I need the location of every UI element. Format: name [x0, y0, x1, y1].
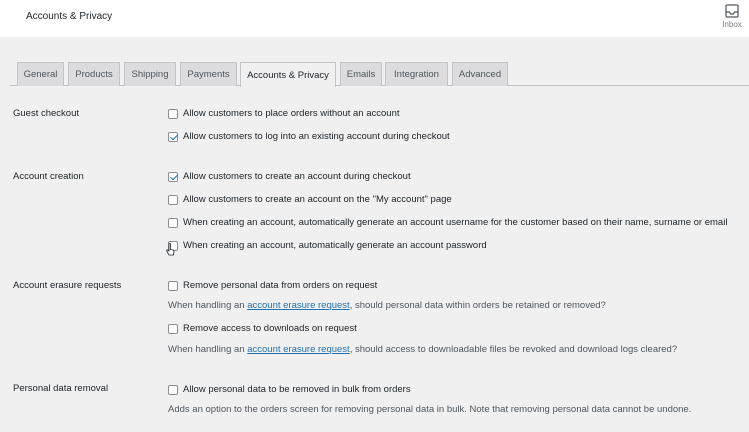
option-label: Allow customers to log into an existing account during checkout	[183, 131, 450, 142]
checkbox[interactable]	[168, 109, 178, 119]
generate-username-option[interactable]	[168, 217, 727, 228]
personal-data-removal-label: Personal data removal	[13, 383, 109, 394]
help-text: , should access to downloadable files be revoked and download logs cleared?	[349, 344, 678, 355]
removal-help-text: Adds an option to the orders screen for removing personal data in bulk. Note that removing personal data cannot be undone.	[168, 404, 692, 415]
tab-products[interactable]: Products	[68, 62, 120, 86]
checkbox[interactable]	[168, 281, 178, 291]
checkbox[interactable]	[168, 324, 178, 334]
option-label: Remove personal data from orders on request	[183, 280, 378, 291]
erasure-help-text-2	[168, 344, 677, 355]
remove-downloads-option[interactable]	[168, 323, 357, 334]
guest-checkout-label: Guest checkout	[13, 108, 80, 119]
tab-shipping[interactable]: Shipping	[124, 62, 176, 86]
checkbox[interactable]	[168, 218, 178, 228]
checkbox[interactable]	[168, 195, 178, 205]
option-label: Allow personal data to be removed in bulk from orders	[183, 384, 411, 395]
tab-general[interactable]: General	[17, 62, 64, 86]
page-title: Accounts & Privacy	[26, 11, 113, 22]
login-during-checkout-option[interactable]	[168, 131, 450, 142]
generate-password-option[interactable]	[168, 240, 487, 251]
create-account-myaccount-option[interactable]	[168, 194, 452, 205]
inbox-button[interactable]	[717, 4, 747, 34]
tab-advanced[interactable]: Advanced	[452, 62, 508, 86]
checkbox[interactable]	[168, 385, 178, 395]
tab-integration[interactable]: Integration	[385, 62, 448, 86]
help-text: When handling an	[168, 300, 248, 311]
option-label: When creating an account, automatically generate an account username for the customer based on their name, surname or email	[183, 217, 728, 228]
guest-checkout-option[interactable]	[168, 108, 400, 119]
account-creation-label: Account creation	[13, 171, 84, 182]
option-label: When creating an account, automatically generate an account password	[183, 240, 487, 251]
erasure-help-text-1	[168, 300, 606, 311]
bulk-removal-option[interactable]	[168, 384, 411, 395]
inbox-icon	[725, 4, 739, 18]
inbox-label: Inbox	[722, 20, 742, 29]
tab-accounts-privacy[interactable]: Accounts & Privacy	[240, 62, 336, 87]
top-header-bar	[0, 0, 749, 37]
create-account-checkout-option[interactable]	[168, 171, 411, 182]
account-erasure-label: Account erasure requests	[13, 280, 122, 291]
checkbox[interactable]	[168, 132, 178, 142]
tab-payments[interactable]: Payments	[180, 62, 237, 86]
option-label: Allow customers to create an account during checkout	[183, 171, 411, 182]
account-erasure-link[interactable]: account erasure request	[247, 300, 350, 311]
remove-personal-data-option[interactable]	[168, 280, 377, 291]
option-label: Allow customers to create an account on the "My account" page	[183, 194, 452, 205]
checkbox[interactable]	[168, 172, 178, 182]
tab-emails[interactable]: Emails	[340, 62, 382, 86]
account-erasure-link[interactable]: account erasure request	[247, 344, 350, 355]
help-text: , should personal data within orders be retained or removed?	[349, 300, 606, 311]
option-label: Remove access to downloads on request	[183, 323, 357, 334]
mouse-cursor-icon	[166, 243, 175, 257]
option-label: Allow customers to place orders without an account	[183, 108, 400, 119]
help-text: When handling an	[168, 344, 248, 355]
